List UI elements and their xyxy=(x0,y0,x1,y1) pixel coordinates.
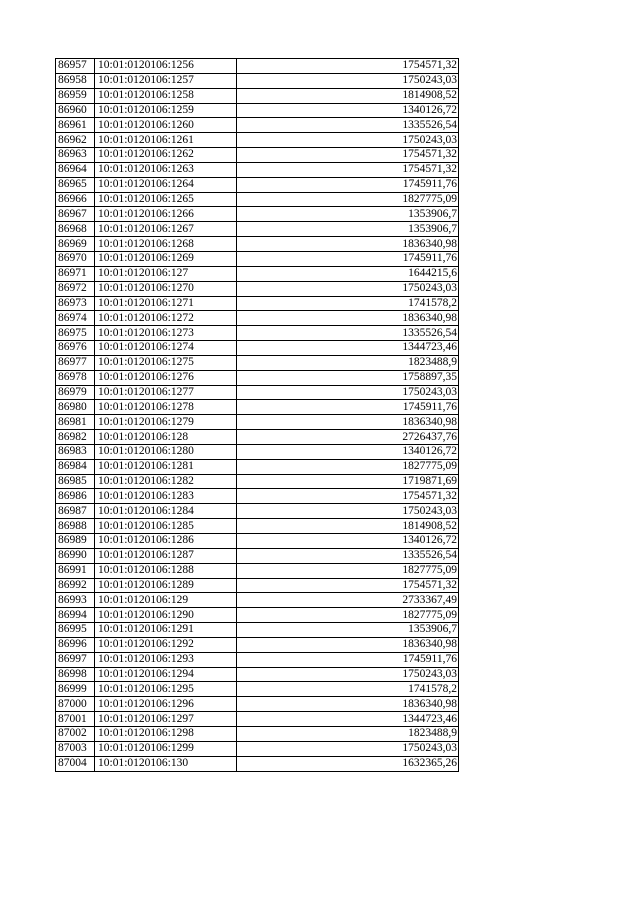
table-row xyxy=(56,474,459,489)
row-number-cell: 86957 xyxy=(56,59,95,74)
cadastral-number-cell: 10:01:0120106:1269 xyxy=(95,251,237,266)
cadastral-number-cell: 10:01:0120106:1268 xyxy=(95,237,237,252)
value-cell: 1750243,03 xyxy=(237,504,459,519)
value-cell: 1719871,69 xyxy=(237,474,459,489)
value-cell: 1754571,32 xyxy=(237,148,459,163)
cadastral-number-cell: 10:01:0120106:1261 xyxy=(95,133,237,148)
row-number-cell: 86985 xyxy=(56,474,95,489)
row-number-cell: 86961 xyxy=(56,118,95,133)
value-cell: 1823488,9 xyxy=(237,726,459,741)
row-number-cell: 86964 xyxy=(56,162,95,177)
cadastral-number-cell: 10:01:0120106:1266 xyxy=(95,207,237,222)
cadastral-number-cell: 10:01:0120106:1280 xyxy=(95,444,237,459)
row-number-cell: 86980 xyxy=(56,400,95,415)
value-cell: 1836340,98 xyxy=(237,637,459,652)
row-number-cell: 86962 xyxy=(56,133,95,148)
table-row xyxy=(56,756,459,771)
cadastral-number-cell: 10:01:0120106:1272 xyxy=(95,311,237,326)
cadastral-number-cell: 10:01:0120106:1258 xyxy=(95,88,237,103)
data-table xyxy=(55,58,459,772)
table-row xyxy=(56,548,459,563)
cadastral-number-cell: 10:01:0120106:1285 xyxy=(95,519,237,534)
table-row xyxy=(56,88,459,103)
value-cell: 1745911,76 xyxy=(237,400,459,415)
cadastral-number-cell: 10:01:0120106:1292 xyxy=(95,637,237,652)
row-number-cell: 86990 xyxy=(56,548,95,563)
table-row xyxy=(56,281,459,296)
cadastral-number-cell: 10:01:0120106:1270 xyxy=(95,281,237,296)
cadastral-number-cell: 10:01:0120106:1291 xyxy=(95,623,237,638)
table-row xyxy=(56,311,459,326)
value-cell: 1344723,46 xyxy=(237,712,459,727)
table-row xyxy=(56,593,459,608)
table-row xyxy=(56,370,459,385)
table-row xyxy=(56,148,459,163)
cadastral-number-cell: 10:01:0120106:1290 xyxy=(95,608,237,623)
value-cell: 1745911,76 xyxy=(237,652,459,667)
row-number-cell: 86971 xyxy=(56,266,95,281)
cadastral-number-cell: 10:01:0120106:1278 xyxy=(95,400,237,415)
row-number-cell: 86975 xyxy=(56,326,95,341)
table-row xyxy=(56,103,459,118)
table-row xyxy=(56,59,459,74)
table-row xyxy=(56,385,459,400)
row-number-cell: 86973 xyxy=(56,296,95,311)
value-cell: 1335526,54 xyxy=(237,326,459,341)
table-row xyxy=(56,682,459,697)
value-cell: 1750243,03 xyxy=(237,133,459,148)
value-cell: 1335526,54 xyxy=(237,118,459,133)
cadastral-number-cell: 10:01:0120106:1293 xyxy=(95,652,237,667)
cadastral-number-cell: 10:01:0120106:1282 xyxy=(95,474,237,489)
table-row xyxy=(56,741,459,756)
value-cell: 1750243,03 xyxy=(237,741,459,756)
row-number-cell: 86972 xyxy=(56,281,95,296)
value-cell: 1741578,2 xyxy=(237,682,459,697)
row-number-cell: 86979 xyxy=(56,385,95,400)
table-row xyxy=(56,266,459,281)
table-row xyxy=(56,459,459,474)
value-cell: 1745911,76 xyxy=(237,251,459,266)
row-number-cell: 86977 xyxy=(56,355,95,370)
table-row xyxy=(56,222,459,237)
row-number-cell: 86996 xyxy=(56,637,95,652)
cadastral-number-cell: 10:01:0120106:1283 xyxy=(95,489,237,504)
cadastral-number-cell: 10:01:0120106:1281 xyxy=(95,459,237,474)
value-cell: 1750243,03 xyxy=(237,385,459,400)
table-body xyxy=(56,59,459,772)
cadastral-number-cell: 10:01:0120106:1260 xyxy=(95,118,237,133)
value-cell: 1340126,72 xyxy=(237,444,459,459)
table-row xyxy=(56,326,459,341)
cadastral-number-cell: 10:01:0120106:1271 xyxy=(95,296,237,311)
table-row xyxy=(56,192,459,207)
row-number-cell: 86965 xyxy=(56,177,95,192)
row-number-cell: 86997 xyxy=(56,652,95,667)
row-number-cell: 86993 xyxy=(56,593,95,608)
row-number-cell: 86995 xyxy=(56,623,95,638)
value-cell: 1814908,52 xyxy=(237,88,459,103)
row-number-cell: 86966 xyxy=(56,192,95,207)
value-cell: 1754571,32 xyxy=(237,162,459,177)
table-row xyxy=(56,207,459,222)
value-cell: 2726437,76 xyxy=(237,430,459,445)
row-number-cell: 86988 xyxy=(56,519,95,534)
value-cell: 1814908,52 xyxy=(237,519,459,534)
row-number-cell: 86991 xyxy=(56,563,95,578)
row-number-cell: 86960 xyxy=(56,103,95,118)
row-number-cell: 86984 xyxy=(56,459,95,474)
value-cell: 1827775,09 xyxy=(237,608,459,623)
row-number-cell: 87001 xyxy=(56,712,95,727)
cadastral-number-cell: 10:01:0120106:1262 xyxy=(95,148,237,163)
row-number-cell: 87004 xyxy=(56,756,95,771)
cadastral-number-cell: 10:01:0120106:1298 xyxy=(95,726,237,741)
cadastral-number-cell: 10:01:0120106:1294 xyxy=(95,667,237,682)
cadastral-number-cell: 10:01:0120106:1259 xyxy=(95,103,237,118)
table-row xyxy=(56,667,459,682)
cadastral-number-cell: 10:01:0120106:1265 xyxy=(95,192,237,207)
table-row xyxy=(56,489,459,504)
cadastral-number-cell: 10:01:0120106:1297 xyxy=(95,712,237,727)
table-row xyxy=(56,162,459,177)
row-number-cell: 86986 xyxy=(56,489,95,504)
cadastral-number-cell: 10:01:0120106:1289 xyxy=(95,578,237,593)
row-number-cell: 86998 xyxy=(56,667,95,682)
value-cell: 1827775,09 xyxy=(237,192,459,207)
value-cell: 1827775,09 xyxy=(237,563,459,578)
value-cell: 1632365,26 xyxy=(237,756,459,771)
table-row xyxy=(56,296,459,311)
cadastral-number-cell: 10:01:0120106:1276 xyxy=(95,370,237,385)
table-row xyxy=(56,341,459,356)
table-row xyxy=(56,444,459,459)
table-row xyxy=(56,637,459,652)
table-row xyxy=(56,652,459,667)
value-cell: 1836340,98 xyxy=(237,237,459,252)
row-number-cell: 86978 xyxy=(56,370,95,385)
cadastral-number-cell: 10:01:0120106:129 xyxy=(95,593,237,608)
table-row xyxy=(56,712,459,727)
value-cell: 1741578,2 xyxy=(237,296,459,311)
table-row xyxy=(56,415,459,430)
cadastral-number-cell: 10:01:0120106:1256 xyxy=(95,59,237,74)
cadastral-number-cell: 10:01:0120106:1295 xyxy=(95,682,237,697)
table-row xyxy=(56,237,459,252)
table-row xyxy=(56,608,459,623)
cadastral-number-cell: 10:01:0120106:1264 xyxy=(95,177,237,192)
row-number-cell: 86970 xyxy=(56,251,95,266)
row-number-cell: 86982 xyxy=(56,430,95,445)
table-row xyxy=(56,504,459,519)
table-row xyxy=(56,697,459,712)
cadastral-number-cell: 10:01:0120106:128 xyxy=(95,430,237,445)
value-cell: 1836340,98 xyxy=(237,697,459,712)
table-row xyxy=(56,73,459,88)
row-number-cell: 87000 xyxy=(56,697,95,712)
row-number-cell: 86968 xyxy=(56,222,95,237)
value-cell: 1344723,46 xyxy=(237,341,459,356)
table-row xyxy=(56,726,459,741)
value-cell: 1823488,9 xyxy=(237,355,459,370)
cadastral-number-cell: 10:01:0120106:1299 xyxy=(95,741,237,756)
row-number-cell: 86983 xyxy=(56,444,95,459)
cadastral-number-cell: 10:01:0120106:1286 xyxy=(95,534,237,549)
value-cell: 2733367,49 xyxy=(237,593,459,608)
table-row xyxy=(56,430,459,445)
table-row xyxy=(56,400,459,415)
value-cell: 1750243,03 xyxy=(237,73,459,88)
value-cell: 1750243,03 xyxy=(237,281,459,296)
cadastral-number-cell: 10:01:0120106:1273 xyxy=(95,326,237,341)
cadastral-number-cell: 10:01:0120106:1267 xyxy=(95,222,237,237)
value-cell: 1754571,32 xyxy=(237,578,459,593)
row-number-cell: 86987 xyxy=(56,504,95,519)
row-number-cell: 86992 xyxy=(56,578,95,593)
table-row xyxy=(56,563,459,578)
cadastral-number-cell: 10:01:0120106:1296 xyxy=(95,697,237,712)
value-cell: 1353906,7 xyxy=(237,623,459,638)
row-number-cell: 86963 xyxy=(56,148,95,163)
value-cell: 1335526,54 xyxy=(237,548,459,563)
value-cell: 1754571,32 xyxy=(237,489,459,504)
cadastral-number-cell: 10:01:0120106:1279 xyxy=(95,415,237,430)
value-cell: 1827775,09 xyxy=(237,459,459,474)
row-number-cell: 87003 xyxy=(56,741,95,756)
cadastral-number-cell: 10:01:0120106:1257 xyxy=(95,73,237,88)
value-cell: 1836340,98 xyxy=(237,415,459,430)
value-cell: 1340126,72 xyxy=(237,534,459,549)
cadastral-number-cell: 10:01:0120106:1274 xyxy=(95,341,237,356)
table-row xyxy=(56,251,459,266)
table-row xyxy=(56,355,459,370)
table-row xyxy=(56,534,459,549)
row-number-cell: 86989 xyxy=(56,534,95,549)
value-cell: 1745911,76 xyxy=(237,177,459,192)
cadastral-number-cell: 10:01:0120106:1287 xyxy=(95,548,237,563)
cadastral-number-cell: 10:01:0120106:130 xyxy=(95,756,237,771)
value-cell: 1758897,35 xyxy=(237,370,459,385)
value-cell: 1836340,98 xyxy=(237,311,459,326)
value-cell: 1353906,7 xyxy=(237,222,459,237)
table-row xyxy=(56,519,459,534)
table-row xyxy=(56,118,459,133)
row-number-cell: 87002 xyxy=(56,726,95,741)
cadastral-number-cell: 10:01:0120106:1263 xyxy=(95,162,237,177)
value-cell: 1340126,72 xyxy=(237,103,459,118)
row-number-cell: 86959 xyxy=(56,88,95,103)
cadastral-number-cell: 10:01:0120106:1277 xyxy=(95,385,237,400)
cadastral-number-cell: 10:01:0120106:1288 xyxy=(95,563,237,578)
row-number-cell: 86976 xyxy=(56,341,95,356)
value-cell: 1754571,32 xyxy=(237,59,459,74)
cadastral-number-cell: 10:01:0120106:1284 xyxy=(95,504,237,519)
row-number-cell: 86958 xyxy=(56,73,95,88)
row-number-cell: 86999 xyxy=(56,682,95,697)
row-number-cell: 86974 xyxy=(56,311,95,326)
value-cell: 1644215,6 xyxy=(237,266,459,281)
value-cell: 1353906,7 xyxy=(237,207,459,222)
cadastral-number-cell: 10:01:0120106:127 xyxy=(95,266,237,281)
cadastral-number-cell: 10:01:0120106:1275 xyxy=(95,355,237,370)
table-row xyxy=(56,133,459,148)
table-row xyxy=(56,578,459,593)
row-number-cell: 86994 xyxy=(56,608,95,623)
row-number-cell: 86981 xyxy=(56,415,95,430)
row-number-cell: 86967 xyxy=(56,207,95,222)
table-row xyxy=(56,177,459,192)
table-row xyxy=(56,623,459,638)
row-number-cell: 86969 xyxy=(56,237,95,252)
value-cell: 1750243,03 xyxy=(237,667,459,682)
